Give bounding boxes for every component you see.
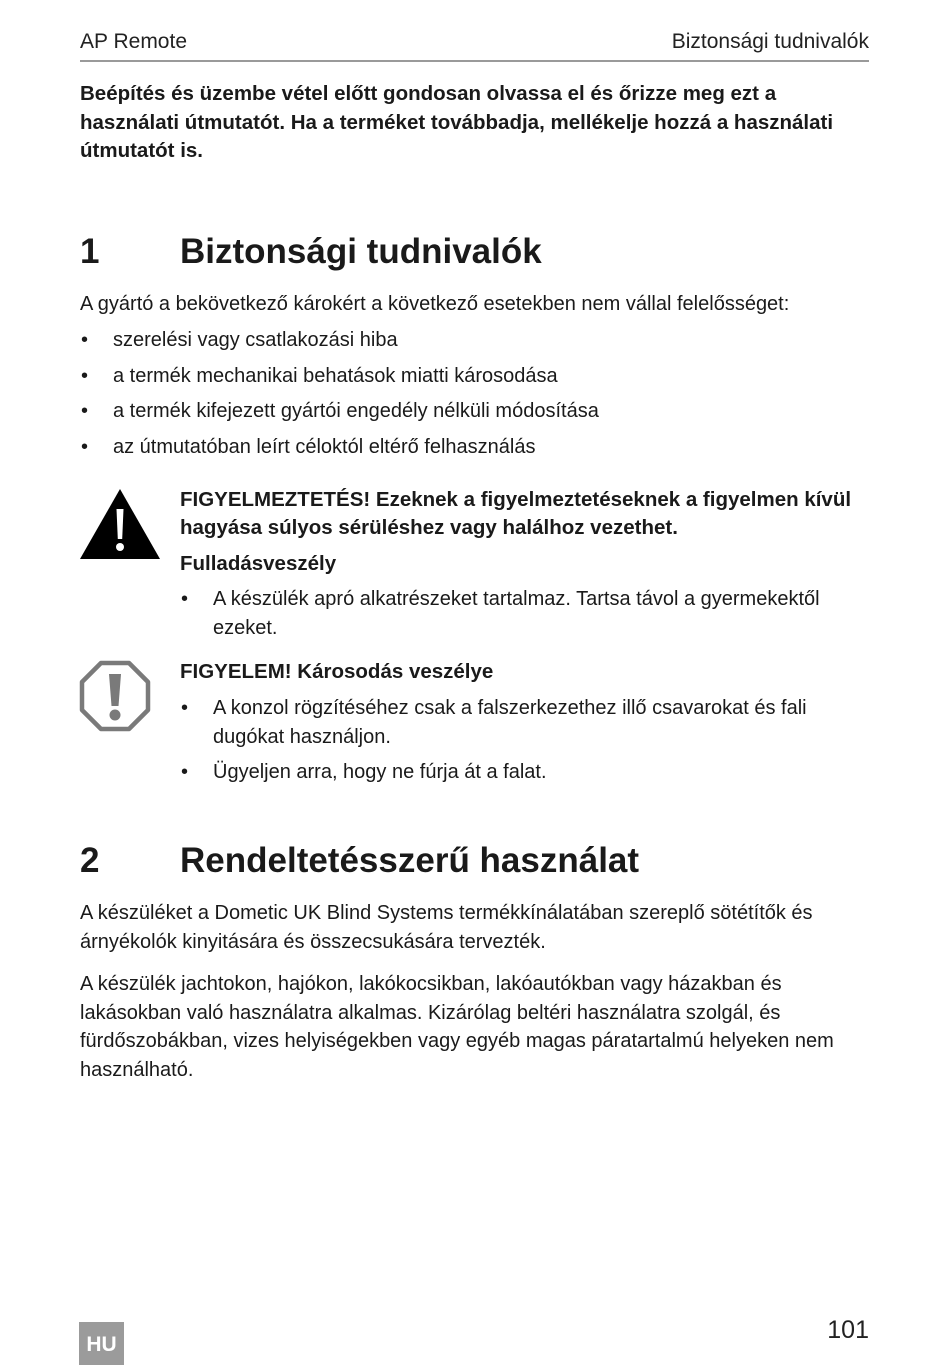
list-item (80, 433, 869, 462)
list-item (180, 694, 870, 751)
intro-paragraph: Beépítés és üzembe vétel előtt gondosan olvassa el és őrizze meg ezt a használati útmutatót. Ha a terméket továbbadja, mellékelje hozzá a használati útmutatót is. (80, 82, 834, 162)
bullet-glyph: • (181, 697, 189, 719)
list-item-text: a termék mechanikai behatások miatti károsodása (113, 364, 558, 387)
warning-title: FIGYELMEZTETÉS! Ezeknek a figyelmeztetéseknek a figyelmen kívül hagyása súlyos sérüléshez vagy halálhoz vezethet. (180, 488, 852, 539)
section-2-number: 2 (80, 841, 100, 880)
list-item-text: az útmutatóban leírt céloktól eltérő felhasználás (113, 435, 536, 458)
bullet-glyph: • (81, 364, 89, 387)
list-item (180, 585, 870, 642)
list-item (80, 326, 869, 355)
section-2-title: Rendeltetésszerű használat (180, 841, 640, 880)
bullet-glyph: • (81, 400, 89, 422)
section-1-number: 1 (80, 232, 100, 271)
warning-subheading: Fulladásveszély (180, 552, 337, 575)
notice-list (180, 694, 870, 794)
list-item-text: szerelési vagy csatlakozási hiba (113, 329, 398, 351)
list-item (180, 758, 870, 787)
page-number: 101 (827, 1316, 869, 1344)
list-item-text: a termék kifejezett gyártói engedély nélküli módosítása (113, 400, 599, 422)
warning-triangle-icon (78, 487, 162, 561)
bullet-glyph: • (81, 435, 89, 458)
notice-title: FIGYELEM! Károsodás veszélye (180, 660, 494, 683)
list-item (80, 362, 869, 391)
header-product-name: AP Remote (80, 30, 187, 53)
page-header (80, 28, 869, 62)
list-item-text: A készülék apró alkatrészeket tartalmaz. Tartsa távol a gyermekektől ezeket. (213, 588, 820, 639)
list-item-text: A konzol rögzítéséhez csak a falszerkezethez illő csavarokat és fali dugókat használjon. (213, 697, 807, 748)
liability-list (80, 326, 869, 468)
section-1-title: Biztonsági tudnivalók (180, 232, 542, 271)
warning-list (180, 585, 870, 649)
list-item (80, 397, 869, 426)
section-2-paragraph-1: A készüléket a Dometic UK Blind Systems termékkínálatában szereplő sötétítők és árnyékolók kinyitására és összecsukására tervezték. (80, 902, 813, 953)
bullet-glyph: • (181, 761, 189, 783)
notice-octagon-icon (79, 660, 151, 732)
section-1-lead: A gyártó a bekövetkező károkért a következő esetekben nem vállal felelősséget: (80, 293, 790, 315)
bullet-glyph: • (181, 588, 189, 610)
language-badge: HU (79, 1322, 124, 1365)
header-chapter-title: Biztonsági tudnivalók (671, 30, 869, 53)
bullet-glyph: • (81, 329, 89, 351)
section-2-paragraph-2: A készülék jachtokon, hajókon, lakókocsikban, lakóautókban vagy házakban és lakásokban való használatra alkalmas. Kizárólag beltéri használatra szolgál, és fürdőszobákban, vizes helyiségekben vagy egyéb magas páratartalmú helyeken nem használható. (80, 973, 834, 1081)
list-item-text: Ügyeljen arra, hogy ne fúrja át a falat. (213, 761, 547, 783)
